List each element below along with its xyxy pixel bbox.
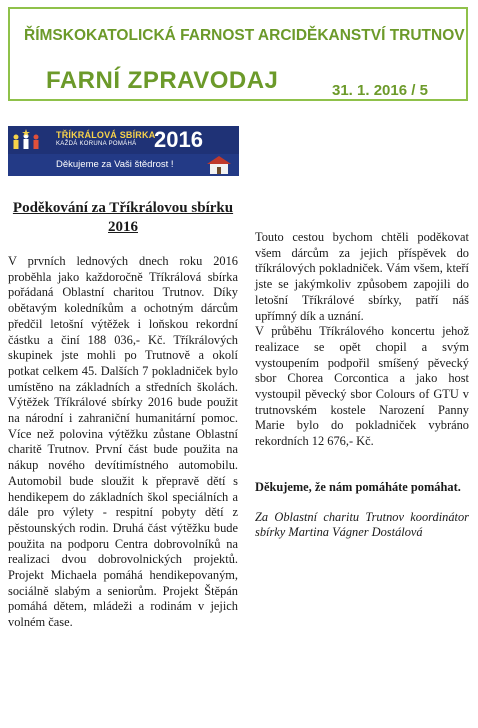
article-paragraph-3: V průběhu Tříkrálového koncertu jehož realizace se opět chopil a svým vystoupením podpořil smíšený pěvecký sbor Chorea Corcontica a jako host vystoupil pěvecký sbor Colours of GTU v trutnovském kostele Narození Panny Marie bylo do pokladniček vybráno rekordních 12 676,- Kč. <box>255 324 469 449</box>
closing-line: Děkujeme, že nám pomáháte pomáhat. <box>255 479 461 494</box>
banner-title: TŘÍKRÁLOVÁ SBÍRKA <box>56 130 156 140</box>
house-icon <box>204 154 234 174</box>
newsletter-title: FARNÍ ZPRAVODAJ <box>46 67 279 94</box>
issue-date: 31. 1. 2016 / 5 <box>332 82 428 99</box>
article-paragraph-1: V prvních lednových dnech roku 2016 proběhla jako každoročně Tříkrálová sbírka pořádaná Oblastní charitou Trutnov. Díky obětavým koledníkům a ochotným dárcům předčil letošní výtěžek i loňskou rekordní částku a činí 188 036,- Kč. Tříkrálových skupinek jste mohli po Trutnově a okolí potkat celkem 45. Dalších 7 pokladniček bylo umístěno na základních a středních školách. Výtěžek Tříkrálové sbírky 2016 bude použit na národní i zahraniční humanitární pomoc. Více než polovina výtěžku zůstane Oblastní charitě Trutnov. První část bude použita na nákup nového devítimístného automobilu. Automobil bude sloužit k přepravě dětí s hendikepem do základních škol speciálních a dále pro výlety - respitní pobyty dětí z pěstounských rodin. Druhá část výtěžku bude použita na podporu Centra dobrovolníků na realizaci dvou dobrovolnických projektů. Projekt Michaela pomáhá hendikepovaným, sociálně slabým a seniorům. Projekt Štěpán pomáhá dětem, mládeži a rodinám v jejich volném čase. <box>8 254 238 630</box>
banner-thanks: Děkujeme za Vaši štědrost ! <box>56 159 174 170</box>
campaign-banner <box>8 126 239 176</box>
article-column-right <box>255 127 469 541</box>
masthead <box>8 7 468 101</box>
signature: Za Oblastní charitu Trutnov koordinátor sbírky Martina Vágner Dostálová <box>255 509 469 540</box>
article-paragraph-2: Touto cestou bychom chtěli poděkovat všem dárcům za jejich příspěvek do tříkrálových pokladniček. Vám všem, kteří jste se jakýmkoliv způsobem zapojili do letošní Tříkrálové sbírky, patří náš upřímný dík a uznání. <box>255 230 469 323</box>
three-kings-icon <box>10 128 44 152</box>
article-headline: Poděkování za Tříkrálovou sbírku 2016 <box>12 200 234 235</box>
banner-year: 2016 <box>154 127 203 152</box>
banner-subtitle: KAŽDÁ KORUNA POMÁHÁ <box>56 141 137 147</box>
parish-name: ŘÍMSKOKATOLICKÁ FARNOST ARCIDĚKANSTVÍ TRUTNOV <box>24 27 465 44</box>
paragraph-1-continuation <box>255 127 469 206</box>
article-column-left <box>8 199 238 728</box>
article-paragraph-1-continued <box>255 127 469 206</box>
